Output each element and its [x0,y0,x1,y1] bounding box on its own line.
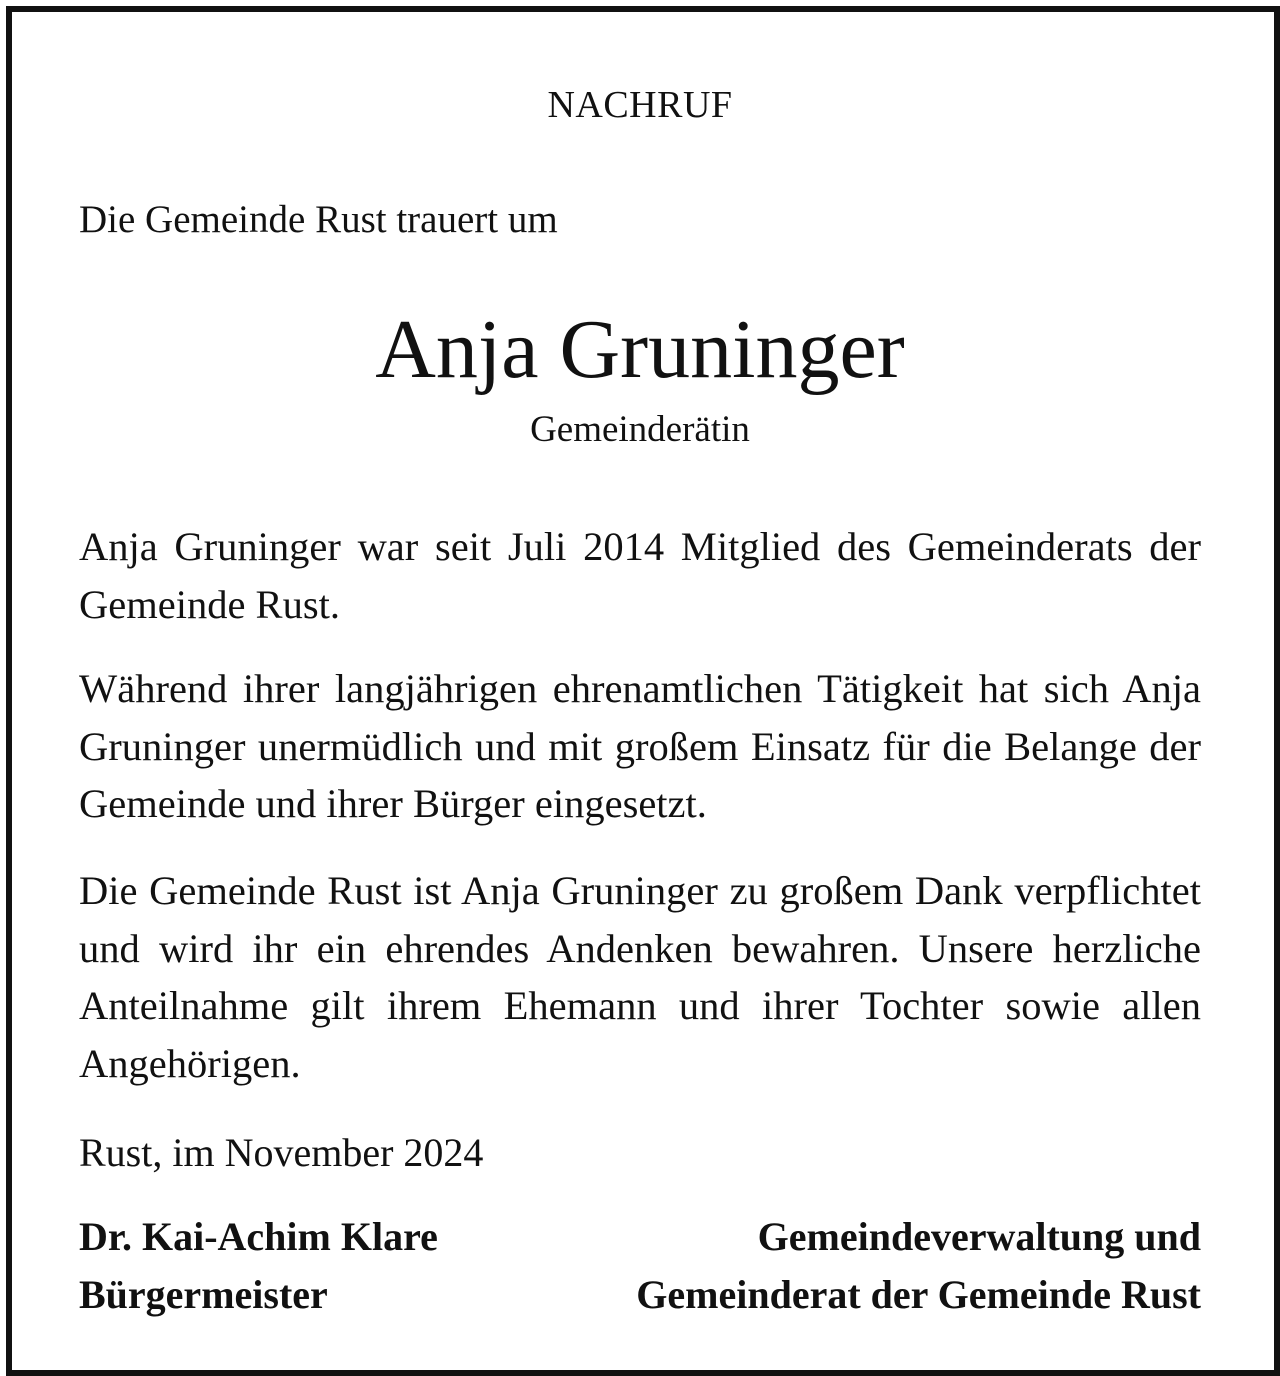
deceased-role: Gemeinderätin [530,409,750,450]
intro-line: Die Gemeinde Rust trauert um [79,198,558,241]
signature-council-line2: Gemeinderat der Gemeinde Rust [636,1271,1201,1317]
paragraph-service: Während ihrer langjährigen ehrenamtlichen Tätigkeit hat sich Anja Gruninger unermüdlich und mit großem Einsatz für die Belange der Gemeinde und ihrer Bürger eingesetzt. [79,666,1201,826]
paragraph-condolences: Die Gemeinde Rust ist Anja Gruninger zu großem Dank verpflichtet und wird ihr ein ehrendes Andenken bewahren. Unsere herzliche Anteilnahme gilt ihrem Ehemann und ihrer Tochter sowie allen Angehörigen. [79,868,1201,1086]
notice-heading: NACHRUF [547,84,733,126]
signature-mayor-title: Bürgermeister [79,1271,328,1317]
paragraph-membership: Anja Gruninger war seit Juli 2014 Mitglied des Gemeinderats der Gemeinde Rust. [79,524,1201,627]
dateline: Rust, im November 2024 [79,1130,484,1175]
signature-mayor [79,1208,438,1323]
signature-mayor-name: Dr. Kai-Achim Klare [79,1214,438,1259]
signature-council-line1: Gemeindeverwaltung und [757,1214,1201,1259]
deceased-name: Anja Gruninger [375,303,905,396]
signature-council [636,1208,1201,1323]
